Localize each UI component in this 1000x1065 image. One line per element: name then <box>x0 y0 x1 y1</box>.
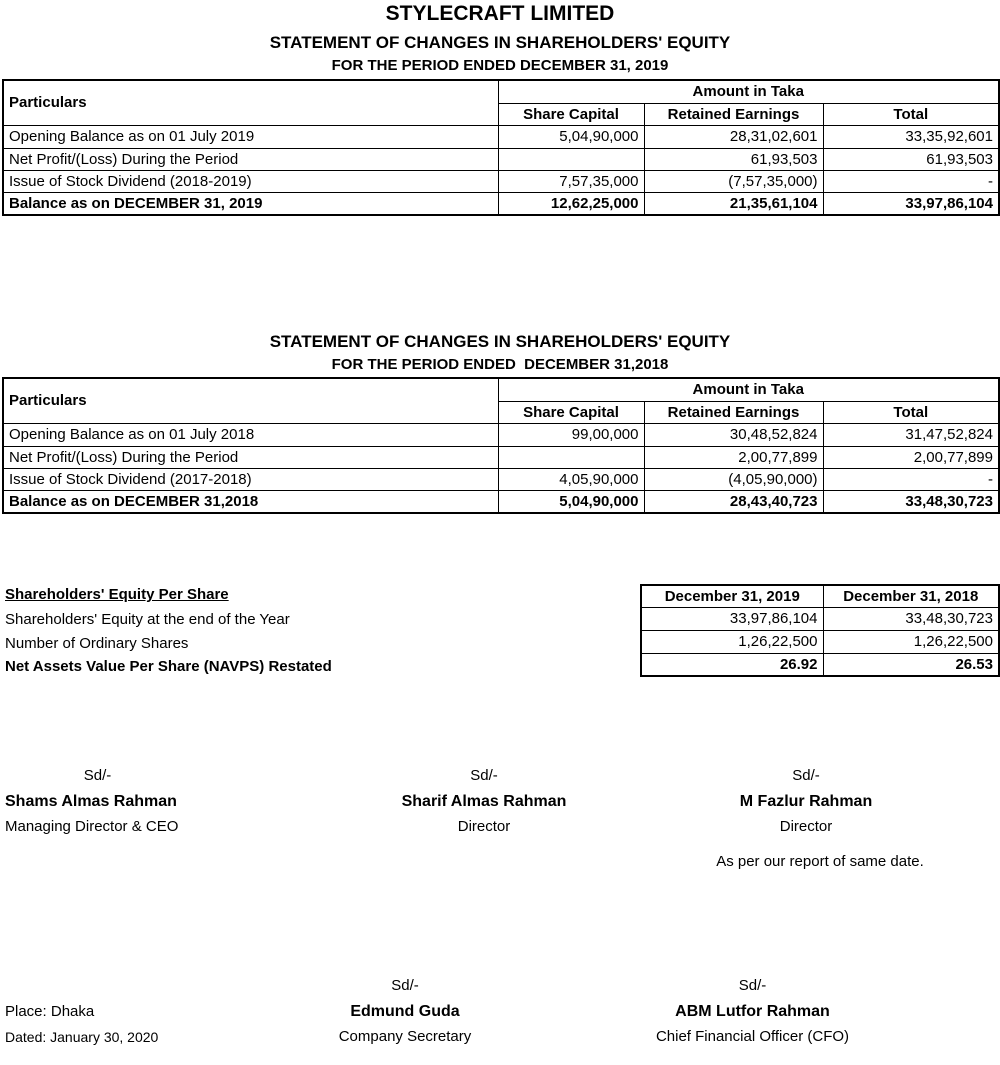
retained-earnings-value: 30,48,52,824 <box>644 423 823 446</box>
retained-earnings-value: (4,05,90,000) <box>644 468 823 490</box>
share-capital-value: 5,04,90,000 <box>498 125 644 148</box>
auditor-report-note: As per our report of same date. <box>716 853 924 870</box>
signatory-name: ABM Lutfor Rahman <box>675 1003 830 1020</box>
equity-per-share-table <box>640 584 1000 677</box>
signatory-title: Managing Director & CEO <box>5 818 179 835</box>
statement-title-2018: STATEMENT OF CHANGES IN SHAREHOLDERS' EQUITY <box>269 332 731 351</box>
shares-2018-value: 1,26,22,500 <box>823 630 999 653</box>
retained-earnings-value: 61,93,503 <box>644 148 823 170</box>
col-header-dec-2019: December 31, 2019 <box>641 585 823 607</box>
row-label: Net Profit/(Loss) During the Period <box>3 446 498 468</box>
balance-label: Balance as on DECEMBER 31,2018 <box>3 490 498 513</box>
equity-per-share-label: Shareholders' Equity at the end of the Year <box>5 611 290 628</box>
sd-label: Sd/- <box>792 767 820 784</box>
retained-earnings-value: 2,00,77,899 <box>644 446 823 468</box>
row-label: Opening Balance as on 01 July 2018 <box>3 423 498 446</box>
col-header-retained-earnings: Retained Earnings <box>644 103 823 125</box>
signatory-title: Director <box>779 818 833 835</box>
navps-row <box>641 653 999 676</box>
col-header-particulars: Particulars <box>3 378 498 423</box>
table-row <box>641 630 999 653</box>
balance-total: 33,48,30,723 <box>823 490 999 513</box>
total-value: - <box>823 468 999 490</box>
sd-label: Sd/- <box>738 977 767 994</box>
signature-company-secretary <box>305 977 505 1045</box>
navps-2018-value: 26.53 <box>823 653 999 676</box>
table-row <box>3 148 999 170</box>
signatory-name: Edmund Guda <box>350 1003 460 1020</box>
col-header-retained-earnings: Retained Earnings <box>644 401 823 423</box>
signatory-title: Company Secretary <box>338 1028 472 1045</box>
signature-director-1 <box>384 767 584 835</box>
col-header-amount-in-taka: Amount in Taka <box>498 378 999 401</box>
total-value: 2,00,77,899 <box>823 446 999 468</box>
balance-share-capital: 12,62,25,000 <box>498 192 644 215</box>
retained-earnings-value: 28,31,02,601 <box>644 125 823 148</box>
sd-label: Sd/- <box>470 767 498 784</box>
equity-table-2019 <box>2 79 1000 216</box>
equity-per-share-heading: Shareholders' Equity Per Share <box>5 586 229 603</box>
balance-retained-earnings: 28,43,40,723 <box>644 490 823 513</box>
sd-label: Sd/- <box>391 977 419 994</box>
statement-period-2019: FOR THE PERIOD ENDED DECEMBER 31, 2019 <box>331 57 669 74</box>
col-header-dec-2018: December 31, 2018 <box>823 585 999 607</box>
retained-earnings-value: (7,57,35,000) <box>644 170 823 192</box>
col-header-amount-in-taka: Amount in Taka <box>498 80 999 103</box>
signature-director-2 <box>706 767 906 835</box>
signature-md-ceo <box>0 767 195 835</box>
signatory-name: Shams Almas Rahman <box>5 793 177 810</box>
row-label: Net Profit/(Loss) During the Period <box>3 148 498 170</box>
place-label: Place: Dhaka <box>5 1003 95 1020</box>
col-header-share-capital: Share Capital <box>498 401 644 423</box>
table-row <box>641 607 999 630</box>
balance-row-2019 <box>3 192 999 215</box>
share-capital-value <box>498 148 644 170</box>
col-header-total: Total <box>823 103 999 125</box>
balance-row-2018 <box>3 490 999 513</box>
shares-2019-value: 1,26,22,500 <box>641 630 823 653</box>
equity-2018-value: 33,48,30,723 <box>823 607 999 630</box>
total-value: 33,35,92,601 <box>823 125 999 148</box>
table-row <box>3 446 999 468</box>
company-name: STYLECRAFT LIMITED <box>385 2 615 25</box>
signatory-name: M Fazlur Rahman <box>739 793 873 810</box>
signatory-name: Sharif Almas Rahman <box>401 793 567 810</box>
table-row <box>3 125 999 148</box>
row-label: Issue of Stock Dividend (2017-2018) <box>3 468 498 490</box>
share-capital-value: 7,57,35,000 <box>498 170 644 192</box>
sd-label: Sd/- <box>83 767 112 784</box>
navps-label: Net Assets Value Per Share (NAVPS) Restated <box>5 658 332 675</box>
total-value: 31,47,52,824 <box>823 423 999 446</box>
ordinary-shares-label: Number of Ordinary Shares <box>5 635 189 652</box>
signature-cfo <box>650 977 855 1045</box>
balance-total: 33,97,86,104 <box>823 192 999 215</box>
navps-2019-value: 26.92 <box>641 653 823 676</box>
share-capital-value <box>498 446 644 468</box>
col-header-particulars: Particulars <box>3 80 498 125</box>
equity-2019-value: 33,97,86,104 <box>641 607 823 630</box>
share-capital-value: 99,00,000 <box>498 423 644 446</box>
signatory-title: Director <box>457 818 511 835</box>
col-header-total: Total <box>823 401 999 423</box>
statement-period-2018: FOR THE PERIOD ENDED DECEMBER 31,2018 <box>331 356 669 373</box>
balance-retained-earnings: 21,35,61,104 <box>644 192 823 215</box>
equity-table-2018 <box>2 377 1000 514</box>
row-label: Issue of Stock Dividend (2018-2019) <box>3 170 498 192</box>
statement-title-2019: STATEMENT OF CHANGES IN SHAREHOLDERS' EQUITY <box>269 33 731 52</box>
table-row <box>3 170 999 192</box>
col-header-share-capital: Share Capital <box>498 103 644 125</box>
dated-label: Dated: January 30, 2020 <box>5 1029 159 1045</box>
total-value: - <box>823 170 999 192</box>
table-row <box>3 423 999 446</box>
share-capital-value: 4,05,90,000 <box>498 468 644 490</box>
row-label: Opening Balance as on 01 July 2019 <box>3 125 498 148</box>
total-value: 61,93,503 <box>823 148 999 170</box>
signatory-title: Chief Financial Officer (CFO) <box>655 1028 850 1045</box>
table-row <box>3 468 999 490</box>
balance-share-capital: 5,04,90,000 <box>498 490 644 513</box>
balance-label: Balance as on DECEMBER 31, 2019 <box>3 192 498 215</box>
